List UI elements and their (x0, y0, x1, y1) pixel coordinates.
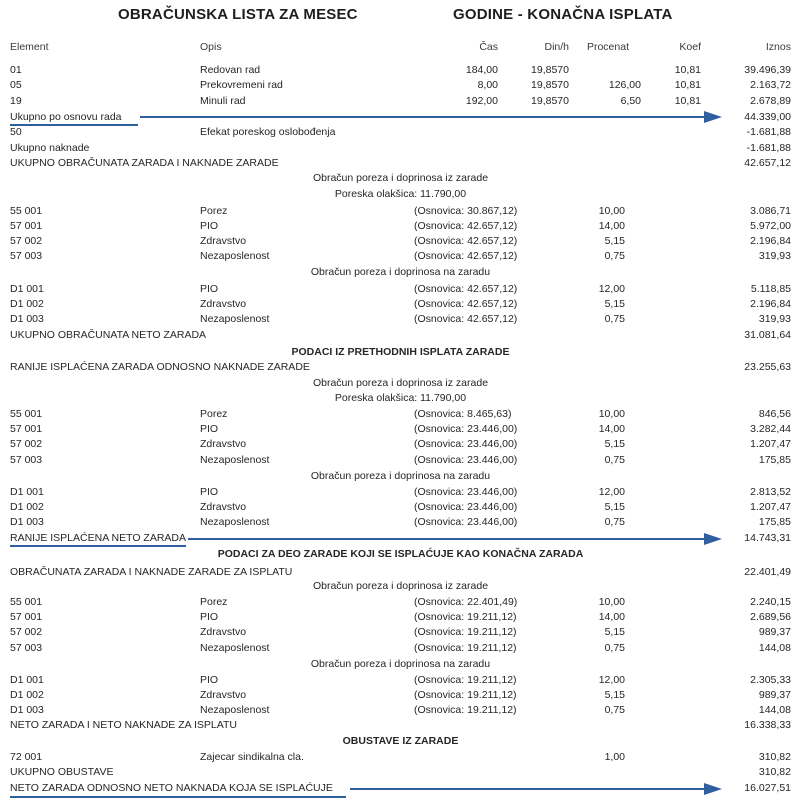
row-cas: 192,00 (465, 95, 498, 107)
row-rate: 0,75 (604, 516, 625, 528)
row-base: (Osnovica: 19.211,12) (414, 674, 517, 686)
col-header-koef: Koef (679, 41, 701, 53)
row-koef: 10,81 (674, 64, 701, 76)
row-desc: Nezaposlenost (200, 516, 270, 528)
sec2-neto-iznos: 14.743,31 (744, 532, 791, 544)
row-base: (Osnovica: 23.446,00) (414, 501, 518, 513)
row-desc: PIO (200, 486, 219, 498)
sec1-heading2: Obračun poreza i doprinosa na zaradu (310, 266, 491, 278)
row-desc: Porez (200, 408, 228, 420)
row-iznos: 175,85 (758, 454, 791, 466)
row-base: (Osnovica: 42.657,12) (414, 298, 518, 310)
row-code: D1 001 (10, 674, 44, 686)
sec3-neto-iznos: 16.338,33 (744, 719, 791, 731)
annotation-arrowhead (704, 783, 722, 795)
row-code: 19 (10, 95, 22, 107)
row-rate: 14,00 (598, 220, 625, 232)
row-iznos: 1.207,47 (750, 438, 791, 450)
row-rate: 10,00 (598, 205, 625, 217)
annotation-arrowhead (704, 111, 722, 123)
row-iznos: 319,93 (758, 250, 791, 262)
annotation-underline (10, 796, 346, 798)
row-base: (Osnovica: 42.657,12) (414, 283, 518, 295)
row-desc: Nezaposlenost (200, 313, 270, 325)
sec3-obracunata-label: OBRAČUNATA ZARADA I NAKNADE ZARADE ZA ISPLATU (10, 566, 293, 578)
sec2-heading2: Obračun poreza i doprinosa na zaradu (310, 470, 491, 482)
ukupno-osnov-label: Ukupno po osnovu rada (10, 111, 122, 123)
obustave-title: OBUSTAVE IZ ZARADE (342, 735, 459, 747)
doc-title-left: OBRAČUNSKA LISTA ZA MESEC (118, 6, 358, 23)
sec1-heading: Obračun poreza i doprinosa iz zarade (312, 172, 489, 184)
final-label: NETO ZARADA ODNOSNO NETO NAKNADA KOJA SE ISPLAĆUJE (10, 782, 333, 794)
row-iznos: 3.086,71 (750, 205, 791, 217)
row-iznos: 144,08 (758, 642, 791, 654)
row-rate: 5,15 (604, 438, 625, 450)
ukupno-osnov-iznos: 44.339,00 (744, 111, 791, 123)
row-rate: 0,75 (604, 642, 625, 654)
row-desc: PIO (200, 283, 219, 295)
row-desc: Nezaposlenost (200, 454, 270, 466)
row-desc: PIO (200, 220, 219, 232)
row-rate: 12,00 (598, 486, 625, 498)
ukupno-obracunata-label: UKUPNO OBRAČUNATA ZARADA I NAKNADE ZARADE (10, 157, 279, 169)
row-iznos: 2.305,33 (750, 674, 791, 686)
annotation-underline (10, 545, 186, 547)
row-code: 55 001 (10, 205, 43, 217)
row-desc: Redovan rad (200, 64, 261, 76)
row-code: 57 001 (10, 611, 43, 623)
row-code: D1 001 (10, 283, 44, 295)
row-rate: 14,00 (598, 611, 625, 623)
col-header-cas: Čas (479, 41, 498, 53)
doc-title-right: GODINE - KONAČNA ISPLATA (453, 6, 673, 23)
sec2-heading: Obračun poreza i doprinosa iz zarade (312, 377, 489, 389)
sec1-neto-label: UKUPNO OBRAČUNATA NETO ZARADA (10, 329, 207, 341)
row-desc: Zdravstvo (200, 298, 247, 310)
sec3-obracunata-iznos: 22.401,49 (744, 566, 791, 578)
row-procenat: 6,50 (620, 95, 641, 107)
row-base: (Osnovica: 19.211,12) (414, 611, 517, 623)
row-iznos: 2.240,15 (750, 596, 791, 608)
row-cas: 184,00 (465, 64, 498, 76)
row-iznos: 2.813,52 (750, 486, 791, 498)
obustave-ukupno-iznos: 310,82 (758, 766, 791, 778)
row-code: 57 002 (10, 626, 43, 638)
row-code: D1 001 (10, 486, 44, 498)
row-rate: 5,15 (604, 689, 625, 701)
row-base: (Osnovica: 19.211,12) (414, 704, 517, 716)
row-rate: 5,15 (604, 501, 625, 513)
row-code: 05 (10, 79, 22, 91)
row-desc: Porez (200, 596, 228, 608)
col-header-element: Element (10, 41, 49, 53)
annotation-underline (10, 124, 138, 126)
row-code: 01 (10, 64, 22, 76)
row-code: D1 003 (10, 704, 44, 716)
col-header-procenat: Procenat (586, 41, 629, 53)
row-base: (Osnovica: 22.401,49) (414, 596, 518, 608)
row-iznos: 846,56 (758, 408, 791, 420)
row-base: (Osnovica: 42.657,12) (414, 313, 518, 325)
naknada-desc: Efekat poreskog oslobođenja (200, 126, 336, 138)
row-din-h: 19,8570 (531, 64, 569, 76)
final-iznos: 16.027,51 (744, 782, 791, 794)
row-desc: Nezaposlenost (200, 250, 270, 262)
col-header-din-h: Din/h (544, 41, 569, 53)
row-desc: Zajecar sindikalna cla. (200, 751, 304, 763)
row-din-h: 19,8570 (531, 95, 569, 107)
sec2-neto-label: RANIJE ISPLAĆENA NETO ZARADA (10, 532, 187, 544)
row-desc: Zdravstvo (200, 438, 247, 450)
row-rate: 0,75 (604, 250, 625, 262)
row-iznos: 2.678,89 (750, 95, 791, 107)
row-iznos: 2.163,72 (750, 79, 791, 91)
row-desc: PIO (200, 674, 219, 686)
sec2-ranije-label: RANIJE ISPLAĆENA ZARADA ODNOSNO NAKNADE ZARADE (10, 361, 310, 373)
row-iznos: 2.689,56 (750, 611, 791, 623)
row-rate: 1,00 (604, 751, 625, 763)
row-desc: Prekovremeni rad (200, 79, 283, 91)
naknada-code: 50 (10, 126, 22, 138)
row-desc: Zdravstvo (200, 626, 247, 638)
row-cas: 8,00 (477, 79, 498, 91)
sec3-neto-label: NETO ZARADA I NETO NAKNADE ZA ISPLATU (10, 719, 237, 731)
row-desc: Zdravstvo (200, 235, 247, 247)
row-rate: 12,00 (598, 674, 625, 686)
ukupno-obracunata-iznos: 42.657,12 (744, 157, 791, 169)
row-base: (Osnovica: 19.211,12) (414, 642, 517, 654)
sec1-olaksica: Poreska olakšica: 11.790,00 (334, 188, 467, 200)
row-desc: PIO (200, 423, 219, 435)
row-code: D1 002 (10, 501, 44, 513)
row-desc: Porez (200, 205, 228, 217)
row-iznos: 2.196,84 (750, 235, 791, 247)
row-code: 57 002 (10, 438, 43, 450)
row-code: 57 003 (10, 454, 43, 466)
row-code: 57 003 (10, 250, 43, 262)
row-base: (Osnovica: 19.211,12) (414, 689, 517, 701)
row-iznos: 1.207,47 (750, 501, 791, 513)
row-code: D1 003 (10, 516, 44, 528)
sec2-olaksica: Poreska olakšica: 11.790,00 (334, 392, 467, 404)
row-koef: 10,81 (674, 95, 701, 107)
row-base: (Osnovica: 8.465,63) (414, 408, 512, 420)
row-code: D1 003 (10, 313, 44, 325)
row-iznos: 989,37 (758, 689, 791, 701)
row-rate: 5,15 (604, 298, 625, 310)
row-desc: PIO (200, 611, 219, 623)
row-base: (Osnovica: 42.657,12) (414, 250, 518, 262)
annotation-arrowhead (704, 533, 722, 545)
ukupno-naknade-label: Ukupno naknade (10, 142, 90, 154)
obustave-ukupno-label: UKUPNO OBUSTAVE (10, 766, 114, 778)
row-rate: 5,15 (604, 626, 625, 638)
row-code: 72 001 (10, 751, 43, 763)
naknada-iznos: -1.681,88 (746, 126, 791, 138)
annotation-arrow (350, 788, 705, 790)
row-iznos: 144,08 (758, 704, 791, 716)
row-code: 57 002 (10, 235, 43, 247)
row-iznos: 39.496,39 (744, 64, 791, 76)
row-rate: 0,75 (604, 313, 625, 325)
row-rate: 10,00 (598, 408, 625, 420)
row-code: 57 001 (10, 423, 43, 435)
col-header-opis: Opis (200, 41, 222, 53)
row-rate: 10,00 (598, 596, 625, 608)
sec3-title: PODACI ZA DEO ZARADE KOJI SE ISPLAĆUJE KAO KONAČNA ZARADA (217, 548, 584, 560)
row-base: (Osnovica: 42.657,12) (414, 220, 518, 232)
row-desc: Zdravstvo (200, 501, 247, 513)
row-base: (Osnovica: 23.446,00) (414, 438, 518, 450)
row-iznos: 319,93 (758, 313, 791, 325)
row-iznos: 310,82 (758, 751, 791, 763)
col-header-iznos: Iznos (765, 41, 791, 53)
row-desc: Zdravstvo (200, 689, 247, 701)
row-rate: 0,75 (604, 704, 625, 716)
sec2-ranije-iznos: 23.255,63 (744, 361, 791, 373)
row-code: 57 001 (10, 220, 43, 232)
row-code: D1 002 (10, 689, 44, 701)
row-iznos: 175,85 (758, 516, 791, 528)
row-rate: 5,15 (604, 235, 625, 247)
row-rate: 0,75 (604, 454, 625, 466)
row-code: 55 001 (10, 408, 43, 420)
sec3-heading2: Obračun poreza i doprinosa na zaradu (310, 658, 491, 670)
row-code: 55 001 (10, 596, 43, 608)
ukupno-naknade-iznos: -1.681,88 (746, 142, 791, 154)
row-base: (Osnovica: 19.211,12) (414, 626, 517, 638)
row-code: 57 003 (10, 642, 43, 654)
row-desc: Nezaposlenost (200, 704, 270, 716)
row-base: (Osnovica: 42.657,12) (414, 235, 518, 247)
row-rate: 12,00 (598, 283, 625, 295)
annotation-arrow (140, 116, 705, 118)
sec2-title: PODACI IZ PRETHODNIH ISPLATA ZARADE (291, 346, 510, 358)
row-iznos: 2.196,84 (750, 298, 791, 310)
sec3-heading: Obračun poreza i doprinosa iz zarade (312, 580, 489, 592)
row-base: (Osnovica: 23.446,00) (414, 516, 518, 528)
row-desc: Minuli rad (200, 95, 246, 107)
row-base: (Osnovica: 23.446,00) (414, 454, 518, 466)
annotation-arrow (188, 538, 705, 540)
row-desc: Nezaposlenost (200, 642, 270, 654)
row-code: D1 002 (10, 298, 44, 310)
row-base: (Osnovica: 23.446,00) (414, 486, 518, 498)
row-base: (Osnovica: 30.867,12) (414, 205, 518, 217)
row-rate: 14,00 (598, 423, 625, 435)
row-procenat: 126,00 (608, 79, 641, 91)
row-koef: 10,81 (674, 79, 701, 91)
sec1-neto-iznos: 31.081,64 (744, 329, 791, 341)
row-iznos: 989,37 (758, 626, 791, 638)
row-iznos: 5.972,00 (750, 220, 791, 232)
row-base: (Osnovica: 23.446,00) (414, 423, 518, 435)
row-din-h: 19,8570 (531, 79, 569, 91)
row-iznos: 3.282,44 (750, 423, 791, 435)
row-iznos: 5.118,85 (750, 283, 791, 295)
